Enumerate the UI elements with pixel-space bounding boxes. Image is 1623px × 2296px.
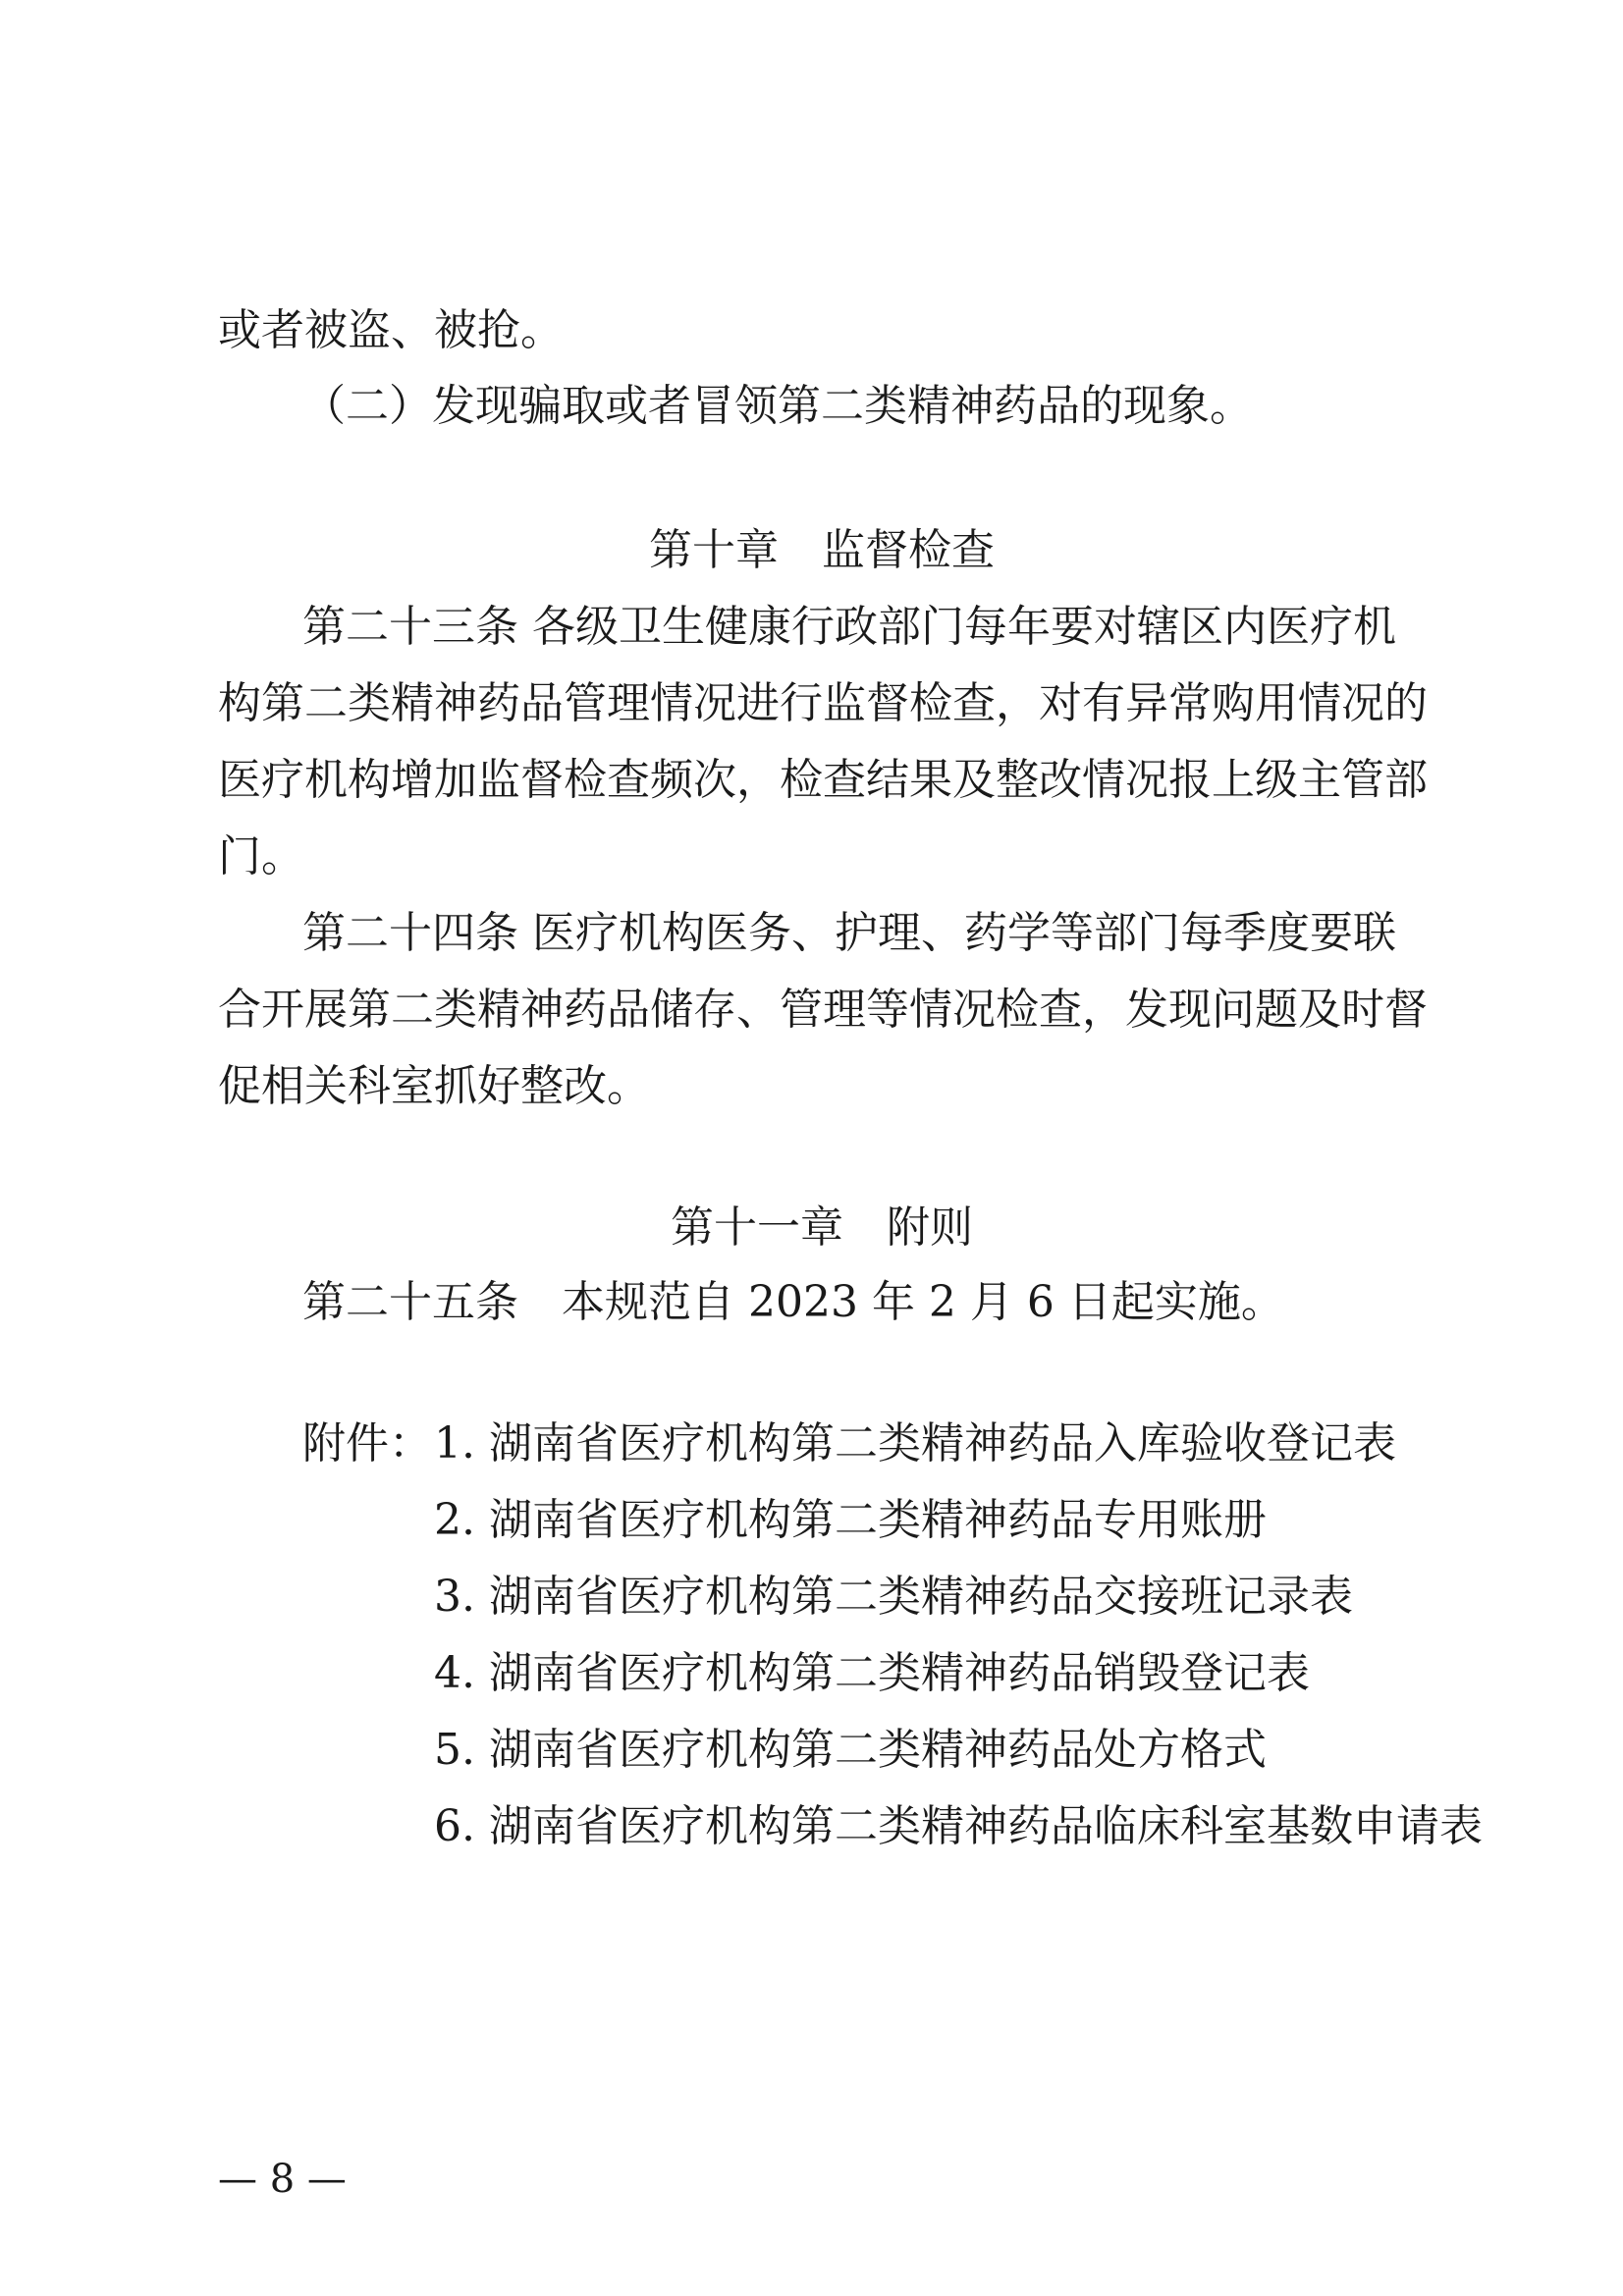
attachment-item-6: 6. 湖南省医疗机构第二类精神药品临床科室基数申请表 (434, 1801, 1483, 1851)
article-25: 第二十五条 本规范自 2023 年 2 月 6 日起实施。 (302, 1277, 1284, 1327)
attachment-item-1: 1. 湖南省医疗机构第二类精神药品入库验收登记表 (434, 1418, 1396, 1468)
article-23-line-2: 构第二类精神药品管理情况进行监督检查，对有异常购用情况的 (218, 678, 1428, 728)
body-line-continuation: 或者被盗、被抢。 (218, 305, 564, 355)
article-23-line-1: 第二十三条 各级卫生健康行政部门每年要对辖区内医疗机 (302, 602, 1396, 652)
attachment-item-2: 2. 湖南省医疗机构第二类精神药品专用账册 (434, 1495, 1267, 1545)
article-23-line-4: 门。 (218, 831, 304, 881)
article-24-line-3: 促相关科室抓好整改。 (218, 1061, 650, 1111)
attachment-item-5: 5. 湖南省医疗机构第二类精神药品处方格式 (434, 1725, 1267, 1775)
attachment-item-3: 3. 湖南省医疗机构第二类精神药品交接班记录表 (434, 1572, 1353, 1622)
article-24-line-1: 第二十四条 医疗机构医务、护理、药学等部门每季度要联 (302, 908, 1396, 958)
chapter-11-title: 第十一章 附则 (671, 1202, 973, 1253)
body-line-item-2: （二）发现骗取或者冒领第二类精神药品的现象。 (302, 381, 1253, 431)
article-23-line-3: 医疗机构增加监督检查频次，检查结果及整改情况报上级主管部 (218, 755, 1428, 805)
attachment-item-4: 4. 湖南省医疗机构第二类精神药品销毁登记表 (434, 1648, 1310, 1698)
article-24-line-2: 合开展第二类精神药品储存、管理等情况检查，发现问题及时督 (218, 985, 1428, 1035)
page-number: — 8 — (218, 2157, 347, 2202)
attachments-label: 附件： (302, 1418, 432, 1468)
chapter-10-title: 第十章 监督检查 (649, 525, 995, 575)
